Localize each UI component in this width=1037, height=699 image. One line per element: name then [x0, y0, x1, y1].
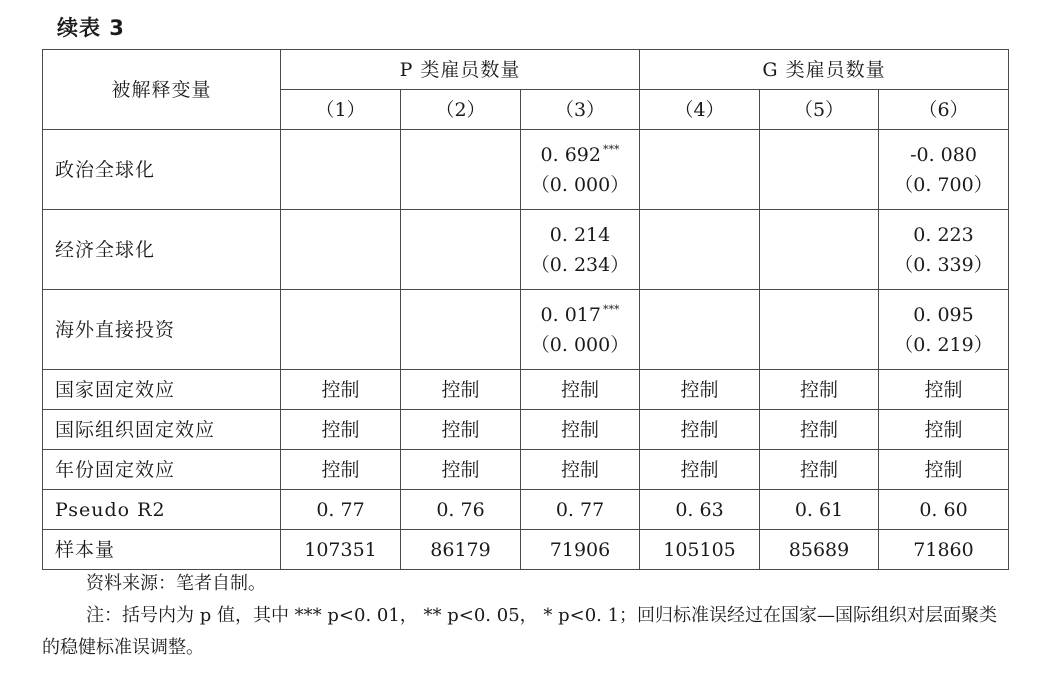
coef-cell [640, 210, 760, 290]
table-cell: 107351 [281, 530, 401, 570]
table-notes [42, 568, 1008, 664]
group-header-p: P 类雇员数量 [281, 50, 640, 90]
table-cell: 71906 [521, 530, 640, 570]
table-cell: 0. 63 [640, 490, 760, 530]
row-label: Pseudo R2 [43, 490, 281, 530]
column-header: （5） [760, 90, 879, 130]
group-header-g: G 类雇员数量 [640, 50, 1009, 90]
table-row [43, 130, 1009, 210]
table-row [43, 370, 1009, 410]
coef-cell [401, 130, 521, 210]
table-cell: 0. 60 [879, 490, 1009, 530]
table-row [43, 530, 1009, 570]
p-value: （0. 234） [530, 253, 630, 276]
coefficient-value: -0. 080 [910, 143, 977, 166]
table-cell: 控制 [281, 450, 401, 490]
significance-stars: *** [602, 303, 620, 317]
coef-cell [760, 130, 879, 210]
column-header: （4） [640, 90, 760, 130]
coef-cell [521, 130, 640, 210]
p-value: （0. 000） [530, 333, 630, 356]
table-cell: 控制 [760, 450, 879, 490]
coef-cell [640, 290, 760, 370]
coefficient [879, 140, 1008, 170]
footnote: 注：括号内为 p 值，其中 *** p<0. 01， ** p<0. 05， * p<0. 1；回归标准误经过在国家—国际组织对层面聚类的稳健标准误调整。 [42, 605, 998, 658]
p-value: （0. 219） [894, 333, 993, 356]
row-label: 海外直接投资 [43, 290, 281, 370]
table-cell: 控制 [521, 450, 640, 490]
coefficient [879, 300, 1008, 330]
table-cell: 控制 [879, 410, 1009, 450]
coefficient-value: 0. 017 [540, 303, 601, 326]
coef-cell [281, 130, 401, 210]
table-cell: 控制 [281, 370, 401, 410]
table-cell: 86179 [401, 530, 521, 570]
coef-cell [521, 210, 640, 290]
table-cell: 0. 77 [281, 490, 401, 530]
column-header: （1） [281, 90, 401, 130]
coef-cell [281, 210, 401, 290]
regression-table [42, 49, 1009, 570]
coef-cell [760, 290, 879, 370]
table-cell: 0. 76 [401, 490, 521, 530]
row-label: 年份固定效应 [43, 450, 281, 490]
row-label: 政治全球化 [43, 130, 281, 210]
coefficient-value: 0. 214 [549, 223, 611, 246]
p-value: （0. 000） [530, 173, 630, 196]
column-header: （2） [401, 90, 521, 130]
coef-cell [760, 210, 879, 290]
coefficient [521, 220, 639, 250]
coefficient-value: 0. 095 [913, 303, 974, 326]
table-cell: 0. 61 [760, 490, 879, 530]
coef-cell [879, 210, 1009, 290]
row-label: 国际组织固定效应 [43, 410, 281, 450]
table-cell: 控制 [760, 370, 879, 410]
coef-cell [401, 210, 521, 290]
table-cell: 控制 [640, 450, 760, 490]
coefficient [521, 140, 639, 170]
table-cell: 0. 77 [521, 490, 640, 530]
table-title: 续表 3 [57, 16, 125, 40]
table-cell: 控制 [401, 450, 521, 490]
source-note: 资料来源：笔者自制。 [86, 573, 266, 594]
dependent-variable-label: 被解释变量 [43, 50, 281, 130]
p-value: （0. 700） [894, 173, 993, 196]
coef-cell [879, 130, 1009, 210]
table-cell: 控制 [401, 370, 521, 410]
coef-cell [281, 290, 401, 370]
table-row [43, 290, 1009, 370]
column-header: （6） [879, 90, 1009, 130]
table-cell: 控制 [401, 410, 521, 450]
coefficient [879, 220, 1008, 250]
row-label: 国家固定效应 [43, 370, 281, 410]
table-cell: 85689 [760, 530, 879, 570]
table-cell: 控制 [521, 410, 640, 450]
table-row [43, 410, 1009, 450]
table-row [43, 210, 1009, 290]
table-cell: 71860 [879, 530, 1009, 570]
significance-stars: *** [602, 143, 620, 157]
table-cell: 控制 [640, 370, 760, 410]
coef-cell [401, 290, 521, 370]
coef-cell [521, 290, 640, 370]
coef-cell [640, 130, 760, 210]
column-header: （3） [521, 90, 640, 130]
table-cell: 105105 [640, 530, 760, 570]
coef-cell [879, 290, 1009, 370]
table-cell: 控制 [640, 410, 760, 450]
table-cell: 控制 [281, 410, 401, 450]
coefficient-value: 0. 223 [913, 223, 974, 246]
coefficient-value: 0. 692 [540, 143, 601, 166]
table-cell: 控制 [879, 450, 1009, 490]
table-cell: 控制 [521, 370, 640, 410]
table-cell: 控制 [879, 370, 1009, 410]
table-row [43, 450, 1009, 490]
row-label: 经济全球化 [43, 210, 281, 290]
row-label: 样本量 [43, 530, 281, 570]
p-value: （0. 339） [894, 253, 993, 276]
table-cell: 控制 [760, 410, 879, 450]
table-row [43, 490, 1009, 530]
coefficient [521, 300, 639, 330]
